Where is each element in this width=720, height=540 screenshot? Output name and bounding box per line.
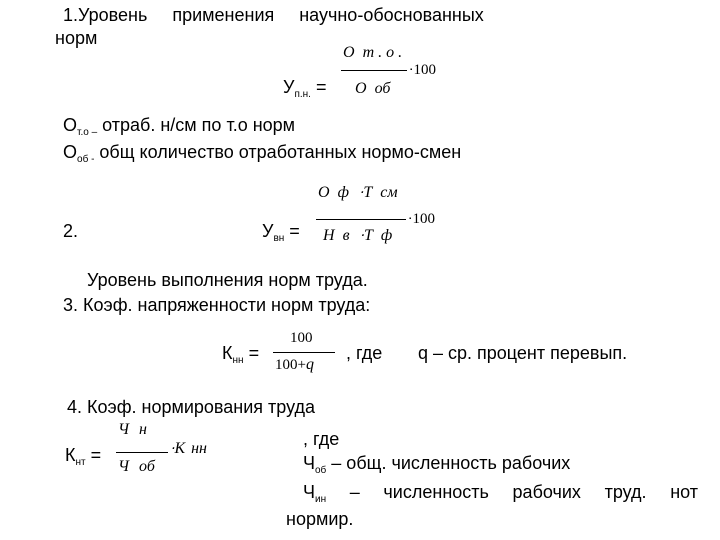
formula2-lhs: $У_{вн}$ = (262, 221, 300, 244)
formula3-fraction-bar (273, 352, 335, 353)
formula4-where: , где (303, 429, 340, 449)
section1-heading-line1: 1.Уровень применения научно-обоснованных (63, 5, 484, 25)
formula3-where: , где (346, 343, 383, 363)
section3-heading: 3. Коэф. напряженности норм труда: (63, 295, 371, 315)
formula4-denominator: Ч об (118, 458, 155, 475)
section1-heading-line2: норм (55, 28, 98, 48)
section4-heading: 4. Коэф. нормирования труда (67, 397, 316, 417)
formula3-q-definition: q – ср. процент перевып. (418, 343, 628, 363)
formula4-numerator: Ч н (118, 421, 147, 438)
definition-o-to: $О_{т.о -}$ отраб. н/см по т.о норм (63, 115, 296, 138)
formula1-lhs: $У_{п.н.}$ = (283, 77, 327, 100)
formula1-numerator: О т . о . (343, 44, 403, 61)
formula4-rhs: ⋅К нн (170, 440, 207, 457)
definition-ch-in: $Ч_{ин}$ – численность рабочих труд. нот (303, 482, 698, 505)
section2-label: 2. (63, 221, 79, 241)
formula2-fraction-bar (316, 219, 406, 220)
formula1-fraction-bar (341, 70, 407, 71)
formula4-lhs: $К_{нт}$ = (65, 445, 102, 468)
formula2-coefficient: ⋅100 (408, 211, 435, 227)
formula4-fraction-bar (116, 452, 168, 453)
formula1-denominator: О об (355, 80, 391, 97)
formula1-coefficient: ⋅100 (409, 62, 436, 78)
formula3-numerator: 100 (290, 330, 313, 346)
definition-ch-ob: $Ч_{об}$ – общ. численность рабочих (303, 453, 571, 476)
formula2-denominator: Н в ⋅Т ф (323, 227, 393, 244)
formula3-lhs: $К_{нн}$ = (222, 343, 260, 366)
formula2-numerator: О ф ⋅Т см (318, 184, 398, 201)
definition-o-ob: $О_{об -}$ общ количество отработанных нормо-смен (63, 142, 462, 165)
formula3-denominator: 100+q (275, 356, 314, 373)
section1-heading (63, 4, 553, 26)
definition-ch-in-continued: нормир. (286, 509, 354, 529)
section2-caption: Уровень выполнения норм труда. (87, 270, 368, 290)
